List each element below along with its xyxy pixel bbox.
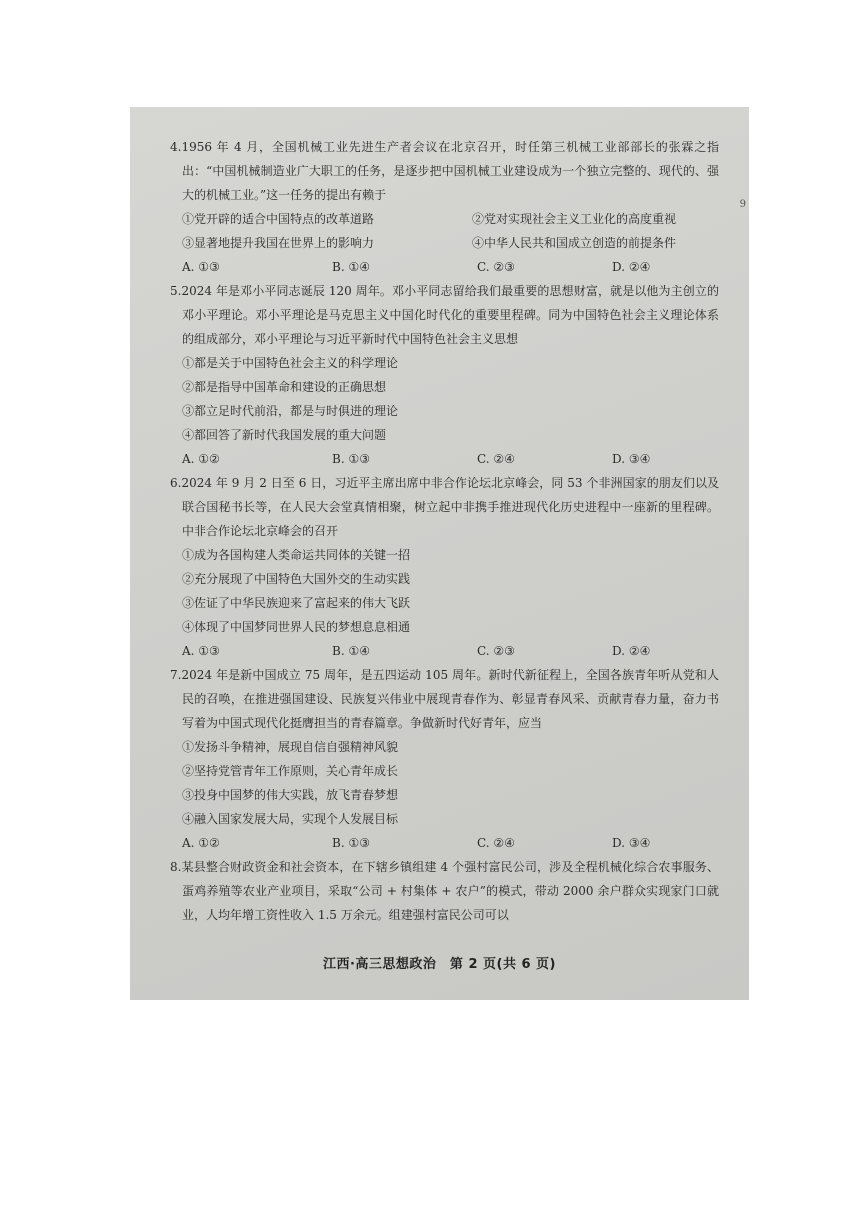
answer-choice: B. ①③: [332, 452, 370, 466]
option: ④中华人民共和国成立创造的前提条件: [472, 236, 677, 250]
question-stem: 2024 年是新中国成立 75 周年，是五四运动 105 周年。新时代新征程上，全国各族青年听从党和人民的召唤，在推进强国建设、民族复兴伟业中展现青春作为、彰显青春风采、贡献青春力量，奋力书写着为中国式现代化挺膺担当的青春篇章。争做新时代好青年，应当: [181, 668, 719, 730]
answer-choice: B. ①③: [332, 836, 370, 850]
answer-choice: C. ②④: [477, 836, 515, 850]
answer-choice: A. ①③: [182, 260, 220, 274]
answer-choice: D. ③④: [612, 836, 651, 850]
question-number: 4.: [170, 140, 182, 154]
answer-choices: [170, 447, 719, 471]
question-number: 5.: [170, 284, 182, 298]
answer-choice: A. ①②: [182, 836, 220, 850]
question-number: 8.: [170, 860, 182, 874]
answer-choice: B. ①④: [332, 644, 370, 658]
answer-choice: C. ②③: [477, 260, 515, 274]
answer-choice: A. ①②: [182, 452, 220, 466]
question-7: [170, 663, 719, 855]
option: ③显著地提升我国在世界上的影响力: [182, 236, 375, 250]
answer-choice: B. ①④: [332, 260, 370, 274]
question-5: [170, 279, 719, 471]
option: ②党对实现社会主义工业化的高度重视: [472, 212, 677, 226]
document-photo: [130, 107, 749, 1000]
question-6: [170, 471, 719, 663]
answer-choices: [170, 831, 719, 855]
answer-choice: D. ②④: [612, 644, 651, 658]
answer-choices: [170, 639, 719, 663]
option: ①成为各国构建人类命运共同体的关键一招: [182, 548, 411, 562]
option-row: [170, 231, 719, 255]
option: ①发扬斗争精神，展现自信自强精神风貌: [182, 740, 399, 754]
question-stem: 1956 年 4 月，全国机械工业先进生产者会议在北京召开，时任第三机械工业部部长的张霖之指出：“中国机械制造业广大职工的任务，是逐步把中国机械工业建设成为一个独立完整的、现代的、强大的机械工业。”这一任务的提出有赖于: [181, 140, 719, 202]
option: ②都是指导中国革命和建设的正确思想: [182, 380, 387, 394]
option: ④体现了中国梦同世界人民的梦想息息相通: [182, 620, 411, 634]
exam-sheet: [170, 135, 719, 927]
answer-choice: C. ②④: [477, 452, 515, 466]
page-footer: 江西·高三思想政治 第 2 页(共 6 页): [322, 957, 557, 972]
question-8: [170, 855, 719, 927]
answer-choice: A. ①③: [182, 644, 220, 658]
question-stem: 2024 年是邓小平同志诞辰 120 周年。邓小平同志留给我们最重要的思想财富，就是以他为主创立的邓小平理论。邓小平理论是马克思主义中国化时代化的重要里程碑。同为中国特色社会主义理论体系的组成部分，邓小平理论与习近平新时代中国特色社会主义思想: [181, 284, 719, 346]
option: ④融入国家发展大局，实现个人发展目标: [182, 812, 399, 826]
edge-mark: 9: [739, 199, 746, 210]
question-number: 6.: [170, 476, 182, 490]
answer-choice: D. ②④: [612, 260, 651, 274]
option: ③都立足时代前沿，都是与时俱进的理论: [182, 404, 399, 418]
answer-choice: C. ②③: [477, 644, 515, 658]
option: ②坚持党管青年工作原则，关心青年成长: [182, 764, 399, 778]
answer-choice: D. ③④: [612, 452, 651, 466]
option: ③投身中国梦的伟大实践，放飞青春梦想: [182, 788, 399, 802]
option: ①都是关于中国特色社会主义的科学理论: [182, 356, 399, 370]
question-4: [170, 135, 719, 279]
question-stem: 某县整合财政资金和社会资本，在下辖乡镇组建 4 个强村富民公司，涉及全程机械化综合农事服务、蛋鸡养殖等农业产业项目，采取“公司 + 村集体 + 农户”的模式，带动 2000 余户群众实现家门口就业，人均年增工资性收入 1.5 万余元。组建强村富民公司可以: [181, 860, 719, 922]
option: ③佐证了中华民族迎来了富起来的伟大飞跃: [182, 596, 411, 610]
question-stem: 2024 年 9 月 2 日至 6 日，习近平主席出席中非合作论坛北京峰会，同 53 个非洲国家的朋友们以及联合国秘书长等，在人民大会堂真情相聚，树立起中非携手推进现代化历史进程中一座新的里程碑。中非合作论坛北京峰会的召开: [181, 476, 719, 538]
option-row: [170, 207, 719, 231]
option: ①党开辟的适合中国特点的改革道路: [182, 212, 375, 226]
option: ②充分展现了中国特色大国外交的生动实践: [182, 572, 411, 586]
answer-choices: [170, 255, 719, 279]
question-number: 7.: [170, 668, 182, 682]
option: ④都回答了新时代我国发展的重大问题: [182, 428, 387, 442]
